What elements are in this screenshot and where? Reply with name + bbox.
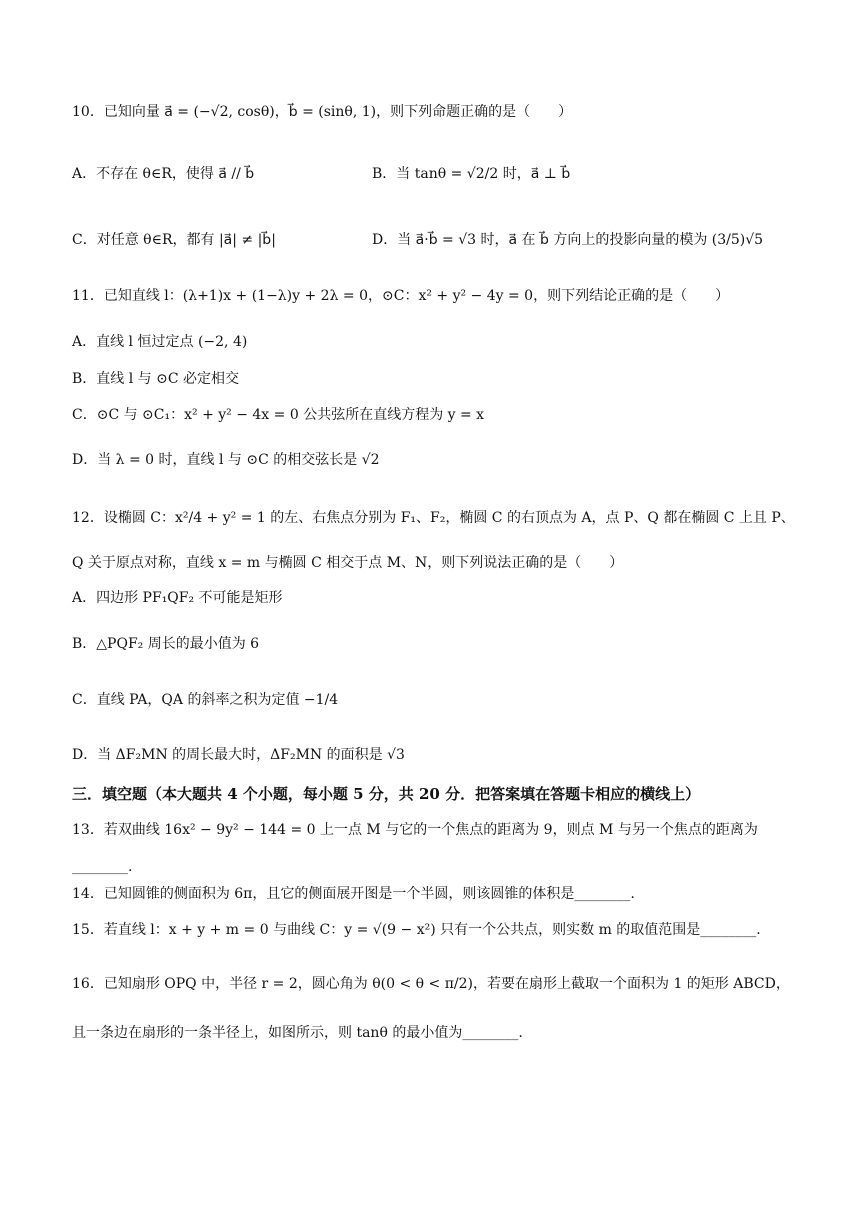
question-12-stem-line-1: 12．设椭圆 C：x²/4 + y² = 1 的左、右焦点分别为 F₁、F₂，椭圆 C 的右顶点为 A，点 P、Q 都在椭圆 C 上且 P、 [72, 510, 795, 526]
question-13-line-2: ________. [72, 859, 133, 875]
question-12-option-d: D．当 ΔF₂MN 的周长最大时，ΔF₂MN 的面积是 √3 [72, 747, 405, 763]
question-10-option-b: B．当 tanθ = √2/2 时，a⃗ ⊥ b⃗ [372, 166, 571, 182]
question-11-option-a: A．直线 l 恒过定点 (−2, 4) [72, 334, 248, 350]
question-11-option-b: B．直线 l 与 ⊙C 必定相交 [72, 371, 240, 387]
question-12-option-b: B．△PQF₂ 周长的最小值为 6 [72, 636, 260, 652]
question-10-stem: 10．已知向量 a⃗ = (−√2, cosθ)，b⃗ = (sinθ, 1)，则下列命题正确的是（ ） [72, 104, 573, 120]
question-10-option-d: D．当 a⃗·b⃗ = √3 时，a⃗ 在 b⃗ 方向上的投影向量的模为 (3/5)√5 [372, 232, 764, 248]
question-16-line-1: 16．已知扇形 OPQ 中，半径 r = 2，圆心角为 θ(0 < θ < π/2)，若要在扇形上截取一个面积为 1 的矩形 ABCD， [72, 976, 790, 992]
question-12-option-c: C．直线 PA，QA 的斜率之积为定值 −1/4 [72, 692, 339, 708]
question-12-option-a: A．四边形 PF₁QF₂ 不可能是矩形 [72, 590, 283, 606]
question-10-option-c: C．对任意 θ∈R，都有 |a⃗| ≠ |b⃗| [72, 232, 276, 248]
question-12-stem-line-2: Q 关于原点对称，直线 x = m 与椭圆 C 相交于点 M、N，则下列说法正确的是（ ） [72, 555, 624, 571]
question-15: 15．若直线 l：x + y + m = 0 与曲线 C：y = √(9 − x²) 只有一个公共点，则实数 m 的取值范围是________. [72, 922, 761, 938]
question-11-option-d: D．当 λ = 0 时，直线 l 与 ⊙C 的相交弦长是 √2 [72, 452, 380, 468]
question-13-line-1: 13．若双曲线 16x² − 9y² − 144 = 0 上一点 M 与它的一个焦点的距离为 9，则点 M 与另一个焦点的距离为 [72, 822, 758, 838]
section-3-heading: 三．填空题（本大题共 4 个小题，每小题 5 分，共 20 分．把答案填在答题卡相应的横线上） [72, 785, 701, 803]
question-11-stem: 11．已知直线 l：(λ+1)x + (1−λ)y + 2λ = 0，⊙C：x² + y² − 4y = 0，则下列结论正确的是（ ） [72, 288, 730, 304]
question-10-option-a: A．不存在 θ∈R，使得 a⃗ // b⃗ [72, 166, 255, 182]
question-16-line-2: 且一条边在扇形的一条半径上，如图所示，则 tanθ 的最小值为________. [72, 1025, 523, 1041]
question-14: 14．已知圆锥的侧面积为 6π，且它的侧面展开图是一个半圆，则该圆锥的体积是________. [72, 886, 635, 902]
question-11-option-c: C．⊙C 与 ⊙C₁：x² + y² − 4x = 0 公共弦所在直线方程为 y = x [72, 407, 485, 423]
